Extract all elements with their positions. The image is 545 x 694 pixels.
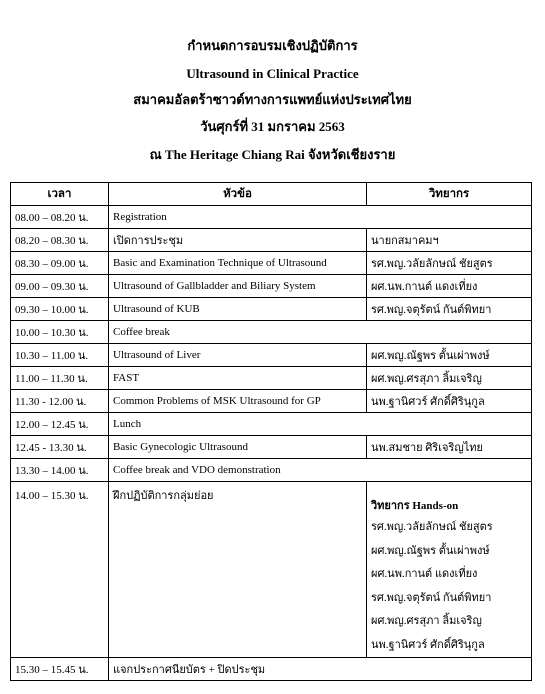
table-row bbox=[11, 206, 532, 229]
row-topic: Coffee break bbox=[109, 321, 532, 344]
table-row bbox=[11, 344, 532, 367]
row-topic: Common Problems of MSK Ultrasound for GP bbox=[109, 390, 367, 413]
handson-speakers-cell bbox=[367, 482, 532, 658]
row-time: 09.30 – 10.00 น. bbox=[11, 298, 109, 321]
handson-speaker-list bbox=[371, 516, 527, 657]
row-time: 08.30 – 09.00 น. bbox=[11, 252, 109, 275]
handson-speaker: รศ.พญ.วลัยลักษณ์ ชัยสูตร bbox=[371, 521, 493, 533]
row-time: 09.00 – 09.30 น. bbox=[11, 275, 109, 298]
header-time: เวลา bbox=[11, 183, 109, 206]
table-row bbox=[11, 321, 532, 344]
table-row bbox=[11, 252, 532, 275]
row-speaker: ผศ.พญ.ศรสุภา ลิ้มเจริญ bbox=[367, 367, 532, 390]
row-speaker: นพ.สมชาย ศิริเจริญไทย bbox=[367, 436, 532, 459]
header-organizer: สมาคมอัลตร้าซาวด์ทางการแพทย์แห่งประเทศไทย bbox=[133, 92, 412, 107]
header-date: วันศุกร์ที่ 31 มกราคม 2563 bbox=[200, 119, 345, 134]
row-topic: Basic and Examination Technique of Ultrasound bbox=[109, 252, 367, 275]
row-time: 10.00 – 10.30 น. bbox=[11, 321, 109, 344]
handson-title: วิทยากร Hands-on bbox=[371, 500, 459, 512]
row-topic: FAST bbox=[109, 367, 367, 390]
row-topic: แจกประกาศนียบัตร + ปิดประชุม bbox=[109, 658, 532, 681]
row-topic: Lunch bbox=[109, 413, 532, 436]
row-time: 11.30 - 12.00 น. bbox=[11, 390, 109, 413]
table-row bbox=[11, 436, 532, 459]
handson-speaker: ผศ.พญ.ศรสุภา ลิ้มเจริญ bbox=[371, 615, 482, 627]
row-time: 12.45 - 13.30 น. bbox=[11, 436, 109, 459]
row-time: 12.00 – 12.45 น. bbox=[11, 413, 109, 436]
row-topic: Ultrasound of KUB bbox=[109, 298, 367, 321]
row-time: 08.20 – 08.30 น. bbox=[11, 229, 109, 252]
header-title-thai: กำหนดการอบรมเชิงปฏิบัติการ bbox=[187, 38, 358, 53]
header-topic: หัวข้อ bbox=[109, 183, 367, 206]
row-time: 10.30 – 11.00 น. bbox=[11, 344, 109, 367]
row-topic: ฝึกปฏิบัติการกลุ่มย่อย bbox=[109, 482, 367, 658]
schedule-table bbox=[10, 182, 532, 681]
row-topic: Registration bbox=[109, 206, 532, 229]
row-speaker: ผศ.นพ.กานต์ แดงเที่ยง bbox=[367, 275, 532, 298]
table-row bbox=[11, 275, 532, 298]
row-time: 08.00 – 08.20 น. bbox=[11, 206, 109, 229]
header-speaker: วิทยากร bbox=[367, 183, 532, 206]
handson-speaker: นพ.ฐานิศวร์ ศักดิ์ศิรินุกูล bbox=[371, 638, 485, 651]
row-topic: Ultrasound of Liver bbox=[109, 344, 367, 367]
table-row bbox=[11, 298, 532, 321]
handson-speaker: ผศ.นพ.กานต์ แดงเที่ยง bbox=[371, 568, 478, 580]
table-row-handson bbox=[11, 482, 532, 658]
table-row bbox=[11, 459, 532, 482]
table-row bbox=[11, 413, 532, 436]
row-speaker: นายกสมาคมฯ bbox=[367, 229, 532, 252]
table-row bbox=[11, 229, 532, 252]
row-speaker: รศ.พญ.วลัยลักษณ์ ชัยสูตร bbox=[367, 252, 532, 275]
row-topic: Coffee break and VDO demonstration bbox=[109, 459, 532, 482]
row-time: 13.30 – 14.00 น. bbox=[11, 459, 109, 482]
table-header-row bbox=[11, 183, 532, 206]
row-time: 14.00 – 15.30 น. bbox=[11, 482, 109, 658]
table-row bbox=[11, 367, 532, 390]
row-time: 11.00 – 11.30 น. bbox=[11, 367, 109, 390]
row-speaker: รศ.พญ.จตุรัตน์ กันต์พิทยา bbox=[367, 298, 532, 321]
row-speaker: ผศ.พญ.ณัฐพร ตั้นเผ่าพงษ์ bbox=[367, 344, 532, 367]
table-row bbox=[11, 658, 532, 681]
row-topic: เปิดการประชุม bbox=[109, 229, 367, 252]
row-topic: Ultrasound of Gallbladder and Biliary System bbox=[109, 275, 367, 298]
table-row bbox=[11, 390, 532, 413]
handson-speaker: รศ.พญ.จตุรัตน์ กันต์พิทยา bbox=[371, 591, 492, 604]
row-speaker: นพ.ฐานิศวร์ ศักดิ์ศิรินุกูล bbox=[367, 390, 532, 413]
header-course-name: Ultrasound in Clinical Practice bbox=[186, 66, 359, 81]
row-time: 15.30 – 15.45 น. bbox=[11, 658, 109, 681]
header-venue: ณ The Heritage Chiang Rai จังหวัดเชียงราย bbox=[149, 147, 396, 162]
handson-speaker: ผศ.พญ.ณัฐพร ตั้นเผ่าพงษ์ bbox=[371, 544, 490, 557]
row-topic: Basic Gynecologic Ultrasound bbox=[109, 436, 367, 459]
